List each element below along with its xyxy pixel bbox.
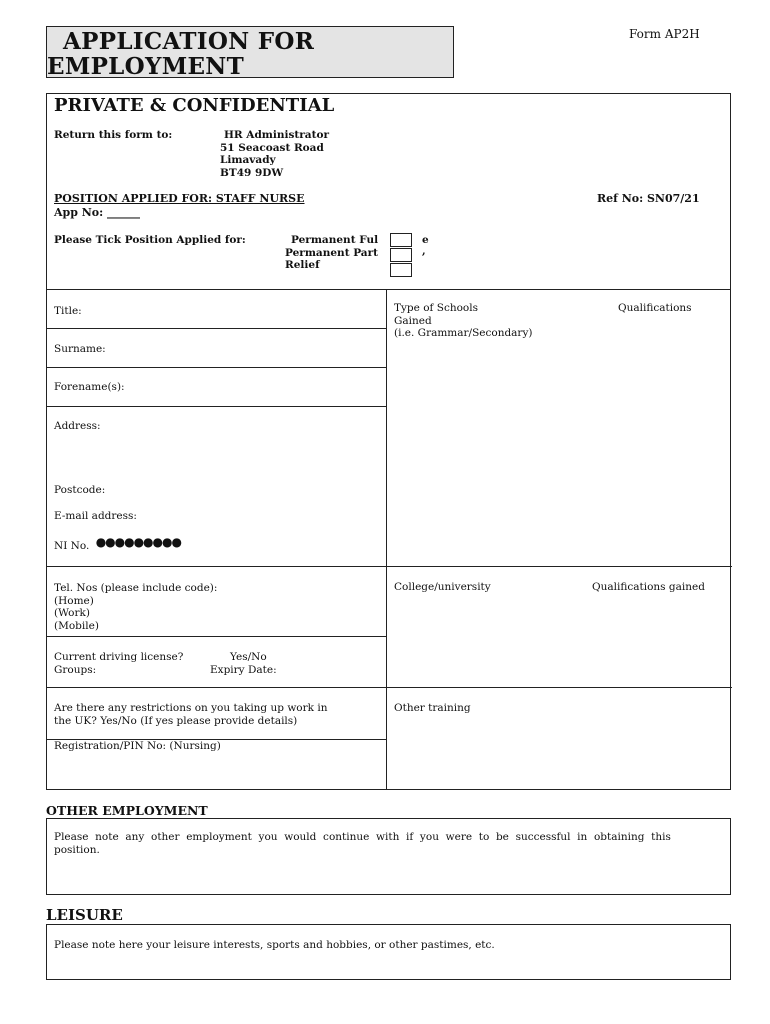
row-divider: [47, 328, 386, 329]
tel-line: (Mobile): [54, 619, 99, 632]
schools-label: [394, 302, 532, 340]
other-training-label: Other training: [394, 702, 471, 714]
driving-license-label: Current driving license?: [54, 651, 184, 663]
confidential-section: [46, 93, 731, 290]
tick-box-permanent-full[interactable]: [390, 233, 412, 247]
email-field-label: E-mail address:: [54, 510, 137, 522]
address-line: 51 Seacoast Road: [220, 141, 324, 154]
other-employment-line: Please note any other employment you would continue with if you were to be successful in obtaining this: [54, 831, 671, 843]
schools-qualifications-label: Qualifications: [618, 302, 692, 314]
restrictions-label: [54, 702, 327, 727]
tick-suffix: e: [422, 234, 429, 246]
schools-line: (i.e. Grammar/Secondary): [394, 327, 533, 339]
driving-expiry-label: Expiry Date:: [210, 664, 277, 676]
tick-box-relief[interactable]: [390, 263, 412, 277]
leisure-text: Please note here your leisure interests, sports and hobbies, or other pastimes, etc.: [54, 939, 495, 951]
tick-box-permanent-part[interactable]: [390, 248, 412, 262]
form-title: [46, 26, 454, 78]
form-code: Form AP2H: [629, 27, 700, 41]
college-label: College/university: [394, 581, 491, 593]
tick-option-label: Permanent Ful: [291, 234, 379, 246]
restrictions-line: the UK? Yes/No (If yes please provide details): [54, 714, 298, 727]
tel-line: (Home): [54, 594, 94, 607]
title-field-label: Title:: [54, 305, 82, 317]
ni-label: NI No.: [54, 540, 90, 552]
row-divider: [47, 406, 386, 407]
ni-masked-value: ●●●●●●●●●: [95, 535, 181, 549]
schools-line: Type of Schools: [394, 302, 478, 314]
other-employment-box[interactable]: [46, 818, 731, 895]
address-field-label: Address:: [54, 420, 101, 432]
forenames-field-label: Forename(s):: [54, 381, 125, 393]
row-divider: [47, 687, 732, 688]
restrictions-line: Are there any restrictions on you taking up work in: [54, 702, 328, 714]
postcode-field-label: Postcode:: [54, 484, 106, 496]
row-divider: [47, 636, 386, 637]
tick-options: [285, 234, 378, 272]
address-line: Limavady: [220, 154, 276, 166]
tick-option-label: Permanent Part: [285, 246, 378, 259]
college-qualifications-label: Qualifications gained: [592, 581, 705, 593]
tick-instruction: Please Tick Position Applied for:: [54, 234, 246, 246]
confidential-heading: PRIVATE & CONFIDENTIAL: [54, 95, 335, 116]
other-employment-text: [54, 831, 726, 856]
address-line: HR Administrator: [224, 129, 329, 141]
app-number: App No: ______: [54, 206, 141, 219]
leisure-box[interactable]: [46, 924, 731, 980]
column-divider: [386, 290, 387, 790]
tick-option-label: Relief: [285, 259, 320, 271]
return-address: [220, 129, 329, 179]
tel-line: (Work): [54, 607, 90, 619]
other-employment-line: position.: [54, 843, 100, 856]
details-grid: [46, 289, 731, 790]
schools-line: Gained: [394, 314, 432, 327]
row-divider: [47, 367, 386, 368]
position-applied: POSITION APPLIED FOR: STAFF NURSE: [54, 192, 305, 205]
return-label: Return this form to:: [54, 129, 173, 141]
driving-yes-no: Yes/No: [230, 651, 267, 663]
driving-groups-label: Groups:: [54, 664, 97, 676]
ni-field: [54, 535, 181, 553]
other-employment-heading: OTHER EMPLOYMENT: [46, 803, 208, 818]
form-title-line1: APPLICATION FOR: [63, 28, 315, 55]
leisure-heading: LEISURE: [46, 906, 123, 924]
row-divider: [47, 566, 732, 567]
tel-field-label: [54, 582, 217, 632]
form-title-line2: EMPLOYMENT: [47, 53, 245, 80]
surname-field-label: Surname:: [54, 343, 106, 355]
address-line: BT49 9DW: [220, 166, 284, 179]
registration-label: Registration/PIN No: (Nursing): [54, 740, 221, 752]
tick-suffix: ,: [422, 245, 426, 257]
ref-number: Ref No: SN07/21: [597, 192, 700, 205]
tel-line: Tel. Nos (please include code):: [54, 582, 218, 594]
